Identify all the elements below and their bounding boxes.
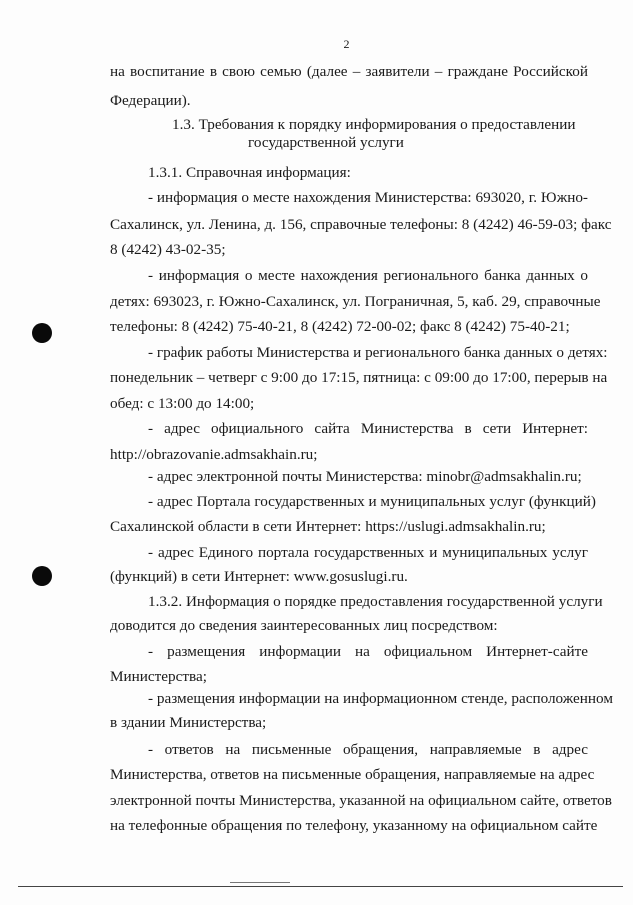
- text-line: (функций) в сети Интернет: www.gosuslugi.ru.: [110, 568, 408, 585]
- text-line: на телефонные обращения по телефону, указанному на официальном сайте: [110, 817, 598, 834]
- text-line: - размещения информации на официальном Интернет-сайте: [148, 643, 588, 660]
- text-line: Министерства;: [110, 668, 207, 685]
- text-line: - информация о месте нахождения Министерства: 693020, г. Южно-: [148, 189, 588, 206]
- punch-hole: [32, 566, 52, 586]
- text-line: - график работы Министерства и регионального банка данных о детях:: [148, 344, 608, 361]
- text-line: - размещения информации на информационном стенде, расположенном: [148, 690, 613, 707]
- text-line: - информация о месте нахождения регионального банка данных о: [148, 267, 588, 284]
- text-line: на воспитание в свою семью (далее – заявители – граждане Российской: [110, 63, 588, 80]
- text-line: 8 (4242) 43-02-35;: [110, 241, 226, 258]
- scan-artifact: [230, 882, 290, 883]
- text-line: Министерства, ответов на письменные обращения, направляемые на адрес: [110, 766, 595, 783]
- text-line: телефоны: 8 (4242) 75-40-21, 8 (4242) 72-00-02; факс 8 (4242) 75-40-21;: [110, 318, 570, 335]
- text-line: детях: 693023, г. Южно-Сахалинск, ул. Пограничная, 5, каб. 29, справочные: [110, 293, 601, 310]
- text-line: электронной почты Министерства, указанной на официальном сайте, ответов: [110, 792, 612, 809]
- text-line: - адрес электронной почты Министерства: minobr@admsakhalin.ru;: [148, 468, 582, 485]
- text-line: http://obrazovanie.admsakhain.ru;: [110, 446, 318, 463]
- text-line: Федерации).: [110, 92, 191, 109]
- section-heading: 1.3. Требования к порядку информирования о предоставлении: [172, 116, 576, 133]
- text-line: Сахалинской области в сети Интернет: https://uslugi.admsakhalin.ru;: [110, 518, 546, 535]
- text-line: 1.3.2. Информация о порядке предоставления государственной услуги: [148, 593, 603, 610]
- text-line: понедельник – четверг с 9:00 до 17:15, пятница: с 09:00 до 17:00, перерыв на: [110, 369, 608, 386]
- punch-hole: [32, 323, 52, 343]
- text-line: - ответов на письменные обращения, направляемые в адрес: [148, 741, 588, 758]
- text-line: Сахалинск, ул. Ленина, д. 156, справочные телефоны: 8 (4242) 46-59-03; факс: [110, 216, 612, 233]
- page-number: 2: [343, 37, 350, 51]
- text-line: обед: с 13:00 до 14:00;: [110, 395, 255, 412]
- subsection-heading: 1.3.1. Справочная информация:: [148, 164, 351, 181]
- text-line: - адрес Единого портала государственных и муниципальных услуг: [148, 544, 588, 561]
- text-line: в здании Министерства;: [110, 714, 267, 731]
- section-heading: государственной услуги: [248, 134, 404, 151]
- text-line: доводится до сведения заинтересованных лиц посредством:: [110, 617, 498, 634]
- text-line: - адрес Портала государственных и муниципальных услуг (функций): [148, 493, 596, 510]
- bottom-edge-line: [18, 886, 623, 887]
- text-line: - адрес официального сайта Министерства в сети Интернет:: [148, 420, 588, 437]
